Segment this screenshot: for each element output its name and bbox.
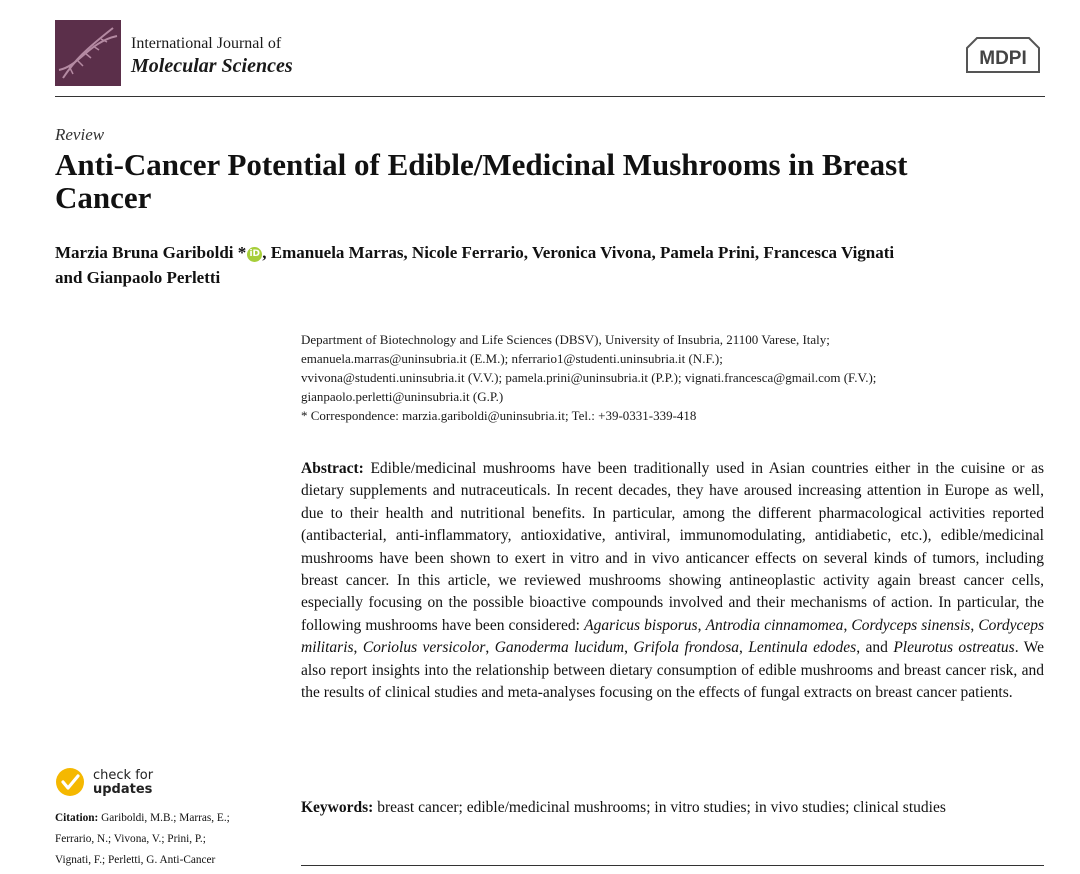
affiliation-line[interactable]: vvivona@studenti.uninsubria.it (V.V.); pamela.prini@uninsubria.it (P.P.); vignati.francesca@gmail.com (F.V.); (301, 370, 877, 385)
publisher-logo[interactable] (963, 30, 1043, 80)
author-last[interactable]: and Gianpaolo Perletti (55, 268, 221, 287)
abstract (301, 458, 1044, 704)
author-others[interactable]: , Emanuela Marras, Nicole Ferrario, Veronica Vivona, Pamela Prini, Francesca Vignati (262, 243, 895, 262)
citation-label: Citation: (55, 812, 99, 824)
correspondence-line[interactable]: * Correspondence: marzia.gariboldi@uninsubria.it; Tel.: +39-0331-339-418 (301, 408, 697, 423)
abstract-label: Abstract: (301, 460, 364, 477)
author-corresponding[interactable]: Marzia Bruna Gariboldi * (55, 243, 247, 262)
species-name: Ganoderma lucidum (494, 639, 625, 657)
article-title: Anti-Cancer Potential of Edible/Medicinal Mushrooms in Breast Cancer (55, 147, 908, 215)
journal-logo (55, 20, 121, 86)
species-name: Cordyceps militaris (301, 616, 1045, 657)
check-updates-line2: updates (93, 782, 153, 797)
separator: , (624, 639, 634, 657)
check-for-updates-button[interactable] (55, 765, 195, 805)
affiliation-line[interactable]: emanuela.marras@uninsubria.it (E.M.); nferrario1@studenti.uninsubria.it (N.F.); (301, 351, 723, 366)
journal-name-line2: Molecular Sciences (131, 55, 293, 77)
separator: , (970, 616, 979, 634)
check-updates-line1: check for (93, 768, 154, 783)
abstract-text: Edible/medicinal mushrooms have been traditionally used in Asian countries either in the cuisine or as dietary supplements and nutraceuticals. In recent decades, they have aroused increasing attention in Europe as well, due to their health and nutritional benefits. In particular, among the different pharmacological activities reported (antibacterial, anti-inflammatory, antioxidative, antiviral, immunomodulating, antidiabetic, etc.), edible/medicinal mushrooms have been shown to exert in vitro and in vivo anticancer effects on several kinds of tumors, including breast cancer. In this article, we reviewed mushrooms showing antineoplastic activity again breast cancer cells, especially focusing on the possible bioactive compounds involved and their mechanisms of action. In particular, the following mushrooms have been considered: (301, 460, 1044, 634)
journal-name-line1: International Journal of (131, 35, 282, 52)
separator: , (697, 616, 706, 634)
species-name: Lentinula edodes (748, 639, 857, 657)
header-divider (55, 96, 1045, 97)
publisher-name: MDPI (979, 48, 1027, 69)
check-updates-icon (55, 767, 85, 797)
orcid-icon[interactable]: iD (247, 247, 262, 262)
species-name: Grifola frondosa (633, 639, 740, 657)
author-list (55, 240, 1045, 290)
separator: , (739, 639, 749, 657)
separator: , (485, 639, 495, 657)
keywords-label: Keywords: (301, 799, 374, 816)
affiliation-line: Department of Biotechnology and Life Sciences (DBSV), University of Insubria, 21100 Varese, Italy; (301, 332, 830, 347)
species-name: Agaricus bisporus (584, 616, 698, 634)
keywords-text: breast cancer; edible/medicinal mushrooms; in vitro studies; in vivo studies; clinical studies (373, 799, 946, 816)
species-name: Coriolus versicolor (362, 639, 486, 657)
section-divider (301, 865, 1044, 866)
separator: , and (856, 639, 894, 657)
citation-line (55, 808, 280, 829)
citation-line: Vignati, F.; Perletti, G. Anti-Cancer (55, 854, 216, 866)
species-name: Antrodia cinnamomea (705, 616, 844, 634)
article-type: Review (55, 125, 105, 144)
keywords (301, 797, 1044, 819)
affiliations (301, 330, 1051, 425)
species-name: Cordyceps sinensis (851, 616, 971, 634)
abstract-text: . We also report insights into the relationship between dietary consumption of edible mushrooms and breast cancer risk, and the results of clinical studies and meta-analyses focusing on the effects of fungal extracts on breast cancer patients. (301, 639, 1044, 702)
separator: , (843, 616, 852, 634)
citation-block (55, 808, 280, 871)
affiliation-line[interactable]: gianpaolo.perletti@uninsubria.it (G.P.) (301, 389, 504, 404)
citation-line: Ferrario, N.; Vivona, V.; Prini, P.; (55, 833, 206, 845)
citation-text: Gariboldi, M.B.; Marras, E.; (98, 812, 230, 824)
species-name: Pleurotus ostreatus (893, 639, 1015, 657)
separator: , (353, 639, 363, 657)
